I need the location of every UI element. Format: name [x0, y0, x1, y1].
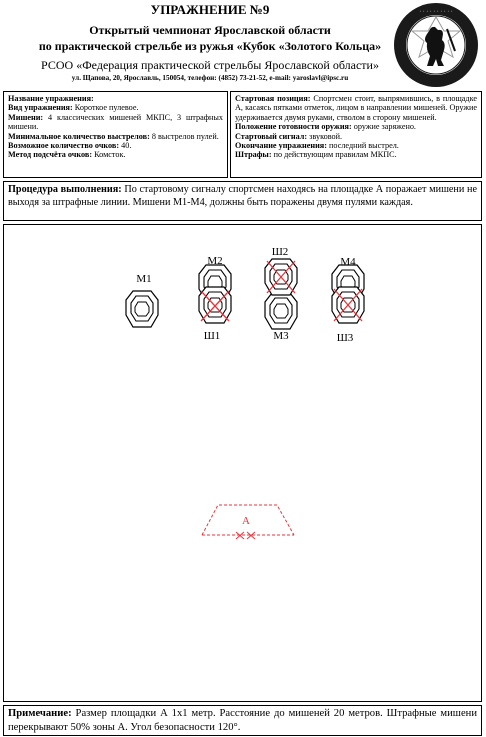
target-m1 [126, 273, 158, 327]
note-box: Примечание: Размер площадки А 1х1 метр. Расстояние до мишеней 20 метров. Штрафные мишени перекрывают 50% зоны А. Угол безопасности 120°. [3, 705, 482, 736]
svg-text:· · · · · · · · · ·: · · · · · · · · · · [419, 9, 453, 15]
target-m3 [265, 293, 297, 342]
cup-title: по практической стрельбе из ружья «Кубок «Золотого Кольца» [38, 39, 382, 53]
stage-diagram-svg [4, 225, 481, 701]
svg-text:Ш1: Ш1 [203, 330, 221, 342]
penalty-target-sh3 [332, 287, 364, 344]
svg-text:М2: М2 [207, 255, 223, 267]
svg-text:М4: М4 [340, 256, 356, 268]
championship-title: Открытый чемпионат Ярославской области [89, 23, 331, 37]
start-conditions: Стартовая позиция: Спортсмен стоит, выпрямившись, в площадке А, касаясь пятками отметок, лицом в направлении мишеней. Оружие удерживается двумя руками, стволом в сторону мишеней. Положение готовности оружия: оружие заряжено. Стартовый сигнал: звуковой. Окончание упражнения: последний выстрел. Штрафы: по действующим правилам МКПС. [230, 91, 482, 178]
federation-address: ул. Щапова, 20, Ярославль, 150054, телефон: (4852) 73-21-52, e-mail: yaroslavl@ipsc.ru [71, 74, 349, 82]
shooting-area-a [202, 505, 294, 539]
penalty-target-sh2 [265, 246, 297, 295]
federation-logo [391, 1, 481, 89]
svg-text:Ш2: Ш2 [271, 246, 289, 258]
exercise-title: УПРАЖНЕНИЕ №9 [150, 2, 270, 17]
svg-text:М1: М1 [136, 273, 152, 285]
svg-text:Ш3: Ш3 [336, 332, 354, 344]
svg-text:М3: М3 [273, 330, 289, 342]
penalty-target-sh1 [199, 287, 231, 342]
procedure-box: Процедура выполнения: По стартовому сигналу спортсмен находясь на площадке А поражает мишени не выходя за штрафные линии. Мишени М1-М4, должны быть поражены двумя пулями каждая. [3, 181, 482, 221]
federation-name: РСОО «Федерация практической стрельбы Ярославской области» [41, 58, 379, 72]
exercise-details: Название упражнения: Вид упражнения: Короткое пулевое. Мишени: 4 классических мишеней МКПС, 3 штрафных мишени. Минимальное количество выстрелов: 8 выстрелов пулей. Возможное количество очков: 40. Метод подсчёта очков: Комсток. [3, 91, 228, 178]
svg-text:А: А [242, 515, 250, 527]
stage-diagram [3, 224, 482, 702]
